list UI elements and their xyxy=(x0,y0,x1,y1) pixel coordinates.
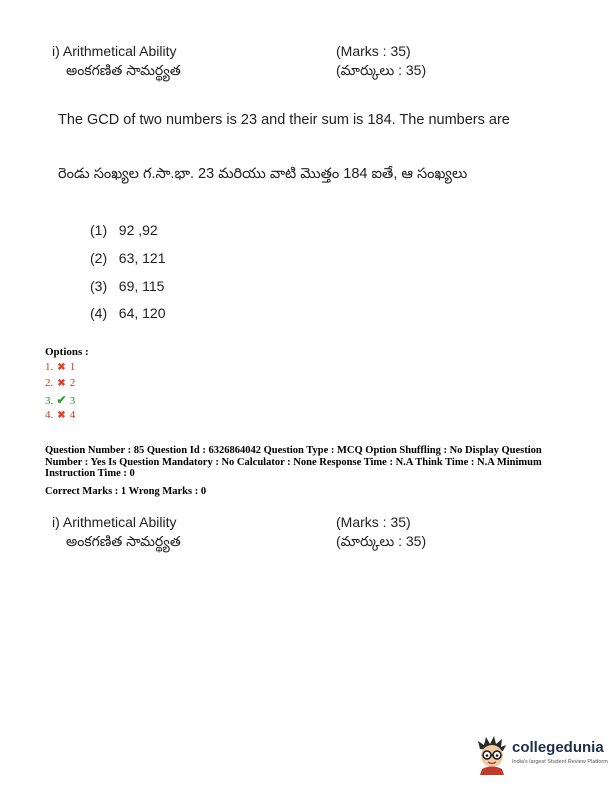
answer-option-text: 92 ,92 xyxy=(118,222,158,238)
option-status-value: 1 xyxy=(69,361,76,373)
section-marks-telugu: (మార్కులు : 35) xyxy=(336,62,427,78)
answer-option-number: (1) xyxy=(90,222,108,238)
section-marks: (Marks : 35) xyxy=(336,514,411,530)
check-icon: ✔ xyxy=(56,393,67,407)
section-title: i) Arithmetical Ability xyxy=(52,514,177,530)
option-status-number: 4. xyxy=(45,409,54,421)
logo-tagline: India's largest Student Review Platform xyxy=(512,759,608,765)
answer-option xyxy=(90,305,166,321)
answer-option xyxy=(90,250,166,266)
answer-option-text: 64, 120 xyxy=(118,305,166,321)
option-status-row-correct xyxy=(45,393,75,408)
option-status-number: 1. xyxy=(45,361,54,373)
answer-option-number: (4) xyxy=(90,305,108,321)
options-heading: Options : xyxy=(45,346,89,358)
mascot-icon xyxy=(474,735,510,775)
question-meta-info: Question Number : 85 Question Id : 6326864042 Question Type : MCQ Option Shuffling : No Display Question Number : Yes Is Question Mandatory : No Calculator : None Response Time : N.A Think Time : N.A Minimum Instruction Time : 0 xyxy=(45,445,542,479)
question-text-telugu: రెండు సంఖ్యల గ.సా.భా. 23 మరియు వాటి మొత్తం 184 ఐతే, ఆ సంఖ్యలు xyxy=(58,166,468,182)
section-marks-telugu: (మార్కులు : 35) xyxy=(336,533,427,549)
question-marks-info: Correct Marks : 1 Wrong Marks : 0 xyxy=(45,486,207,497)
answer-option-text: 69, 115 xyxy=(118,278,165,294)
cross-icon: ✖ xyxy=(57,378,66,389)
option-status-row xyxy=(45,377,75,389)
answer-option-number: (3) xyxy=(90,278,108,294)
option-status-value: 3 xyxy=(69,395,76,407)
option-status-row xyxy=(45,409,75,421)
section-title-telugu: అంకగణిత సామర్థ్యత xyxy=(66,533,181,549)
section-title-telugu: అంకగణిత సామర్థ్యత xyxy=(66,62,181,78)
option-status-number: 3. xyxy=(45,395,54,407)
section-marks: (Marks : 35) xyxy=(336,43,411,59)
collegedunia-logo xyxy=(474,735,609,775)
answer-option xyxy=(90,222,158,238)
cross-icon: ✖ xyxy=(57,410,66,421)
logo-wordmark: collegedunia xyxy=(512,739,604,756)
option-status-value: 2 xyxy=(69,377,76,389)
option-status-value: 4 xyxy=(69,409,76,421)
option-status-number: 2. xyxy=(45,377,54,389)
answer-option xyxy=(90,278,164,294)
option-status-row xyxy=(45,361,75,373)
question-text: The GCD of two numbers is 23 and their sum is 184. The numbers are xyxy=(58,112,510,128)
answer-option-number: (2) xyxy=(90,250,108,266)
cross-icon: ✖ xyxy=(57,362,66,373)
answer-option-text: 63, 121 xyxy=(118,250,166,266)
section-title: i) Arithmetical Ability xyxy=(52,43,177,59)
